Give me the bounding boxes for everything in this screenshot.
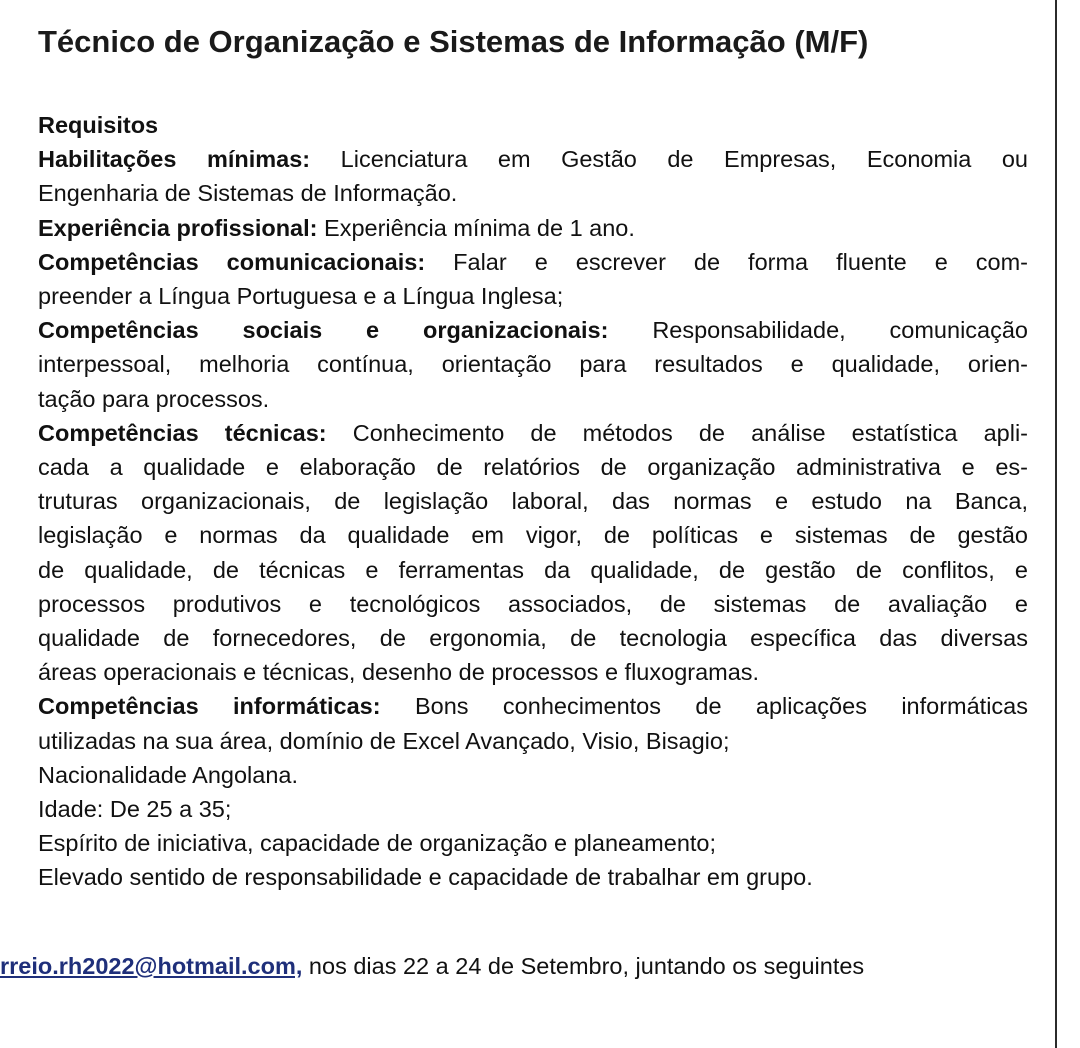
sociais-label: Competências sociais e organizacionais: (38, 317, 609, 344)
nacionalidade-line: Nacionalidade Angolana. (38, 761, 299, 788)
habilitacoes-text: Licenciatura em Gestão de Empresas, Economia ou (340, 146, 1029, 173)
requirements-section (38, 108, 1028, 895)
comunicacionais-label: Competências comunicacionais: (38, 248, 426, 275)
tecnicas-label: Competências técnicas: (38, 419, 327, 446)
idade-line: Idade: De 25 a 35; (38, 796, 232, 823)
sociais-line-2: interpessoal, melhoria contínua, orientação para resultados e qualidade, orien- (38, 351, 1028, 378)
habilitacoes-line-1 (38, 142, 1028, 176)
job-title: Técnico de Organização e Sistemas de Informação (M/F) (38, 24, 869, 59)
email-link[interactable]: rreio.rh2022@hotmail.com, (0, 953, 303, 979)
experiencia-text: Experiência mínima de 1 ano. (324, 214, 635, 241)
tecnicas-line-1 (38, 416, 1028, 450)
application-dates-text: nos dias 22 a 24 de Setembro, juntando os seguintes (302, 953, 865, 979)
informaticas-line-2: utilizadas na sua área, domínio de Excel Avançado, Visio, Bisagio; (38, 727, 730, 754)
tecnicas-line-2: cada a qualidade e elaboração de relatórios de organização administrativa e es- (38, 454, 1028, 481)
tecnicas-line-8: áreas operacionais e técnicas, desenho de processos e fluxogramas. (38, 659, 760, 686)
sociais-text: Responsabilidade, comunicação (652, 317, 1029, 344)
comunicacionais-text: Falar e escrever de forma fluente e com- (453, 248, 1028, 275)
application-instructions (0, 949, 864, 983)
experiencia-line (38, 211, 1028, 245)
tecnicas-line-6: processos produtivos e tecnológicos associados, de sistemas de avaliação e (38, 590, 1028, 617)
tecnicas-line-7: qualidade de fornecedores, de ergonomia, de tecnologia específica das diversas (38, 625, 1028, 652)
tecnicas-line-3: truturas organizacionais, de legislação laboral, das normas e estudo na Banca, (38, 488, 1028, 515)
informaticas-text: Bons conhecimentos de aplicações informáticas (414, 693, 1029, 720)
sociais-line-1 (38, 313, 1028, 347)
habilitacoes-label: Habilitações mínimas: (38, 146, 311, 173)
comunicacionais-line-1 (38, 245, 1028, 279)
comunicacionais-line-2: preender a Língua Portuguesa e a Língua Inglesa; (38, 283, 564, 310)
experiencia-label: Experiência profissional: (38, 214, 318, 241)
informaticas-line-1 (38, 689, 1028, 723)
responsabilidade-line: Elevado sentido de responsabilidade e capacidade de trabalhar em grupo. (38, 864, 813, 891)
sociais-line-3: tação para processos. (38, 385, 270, 412)
requirements-heading: Requisitos (38, 112, 159, 138)
page-border (1055, 0, 1057, 1048)
tecnicas-text: Conhecimento de métodos de análise estatística apli- (352, 419, 1028, 446)
informaticas-label: Competências informáticas: (38, 693, 381, 720)
tecnicas-line-5: de qualidade, de técnicas e ferramentas da qualidade, de gestão de conflitos, e (38, 556, 1028, 583)
iniciativa-line: Espírito de iniciativa, capacidade de organização e planeamento; (38, 830, 717, 857)
habilitacoes-line-2: Engenharia de Sistemas de Informação. (38, 180, 458, 207)
tecnicas-line-4: legislação e normas da qualidade em vigor, de políticas e sistemas de gestão (38, 522, 1028, 549)
